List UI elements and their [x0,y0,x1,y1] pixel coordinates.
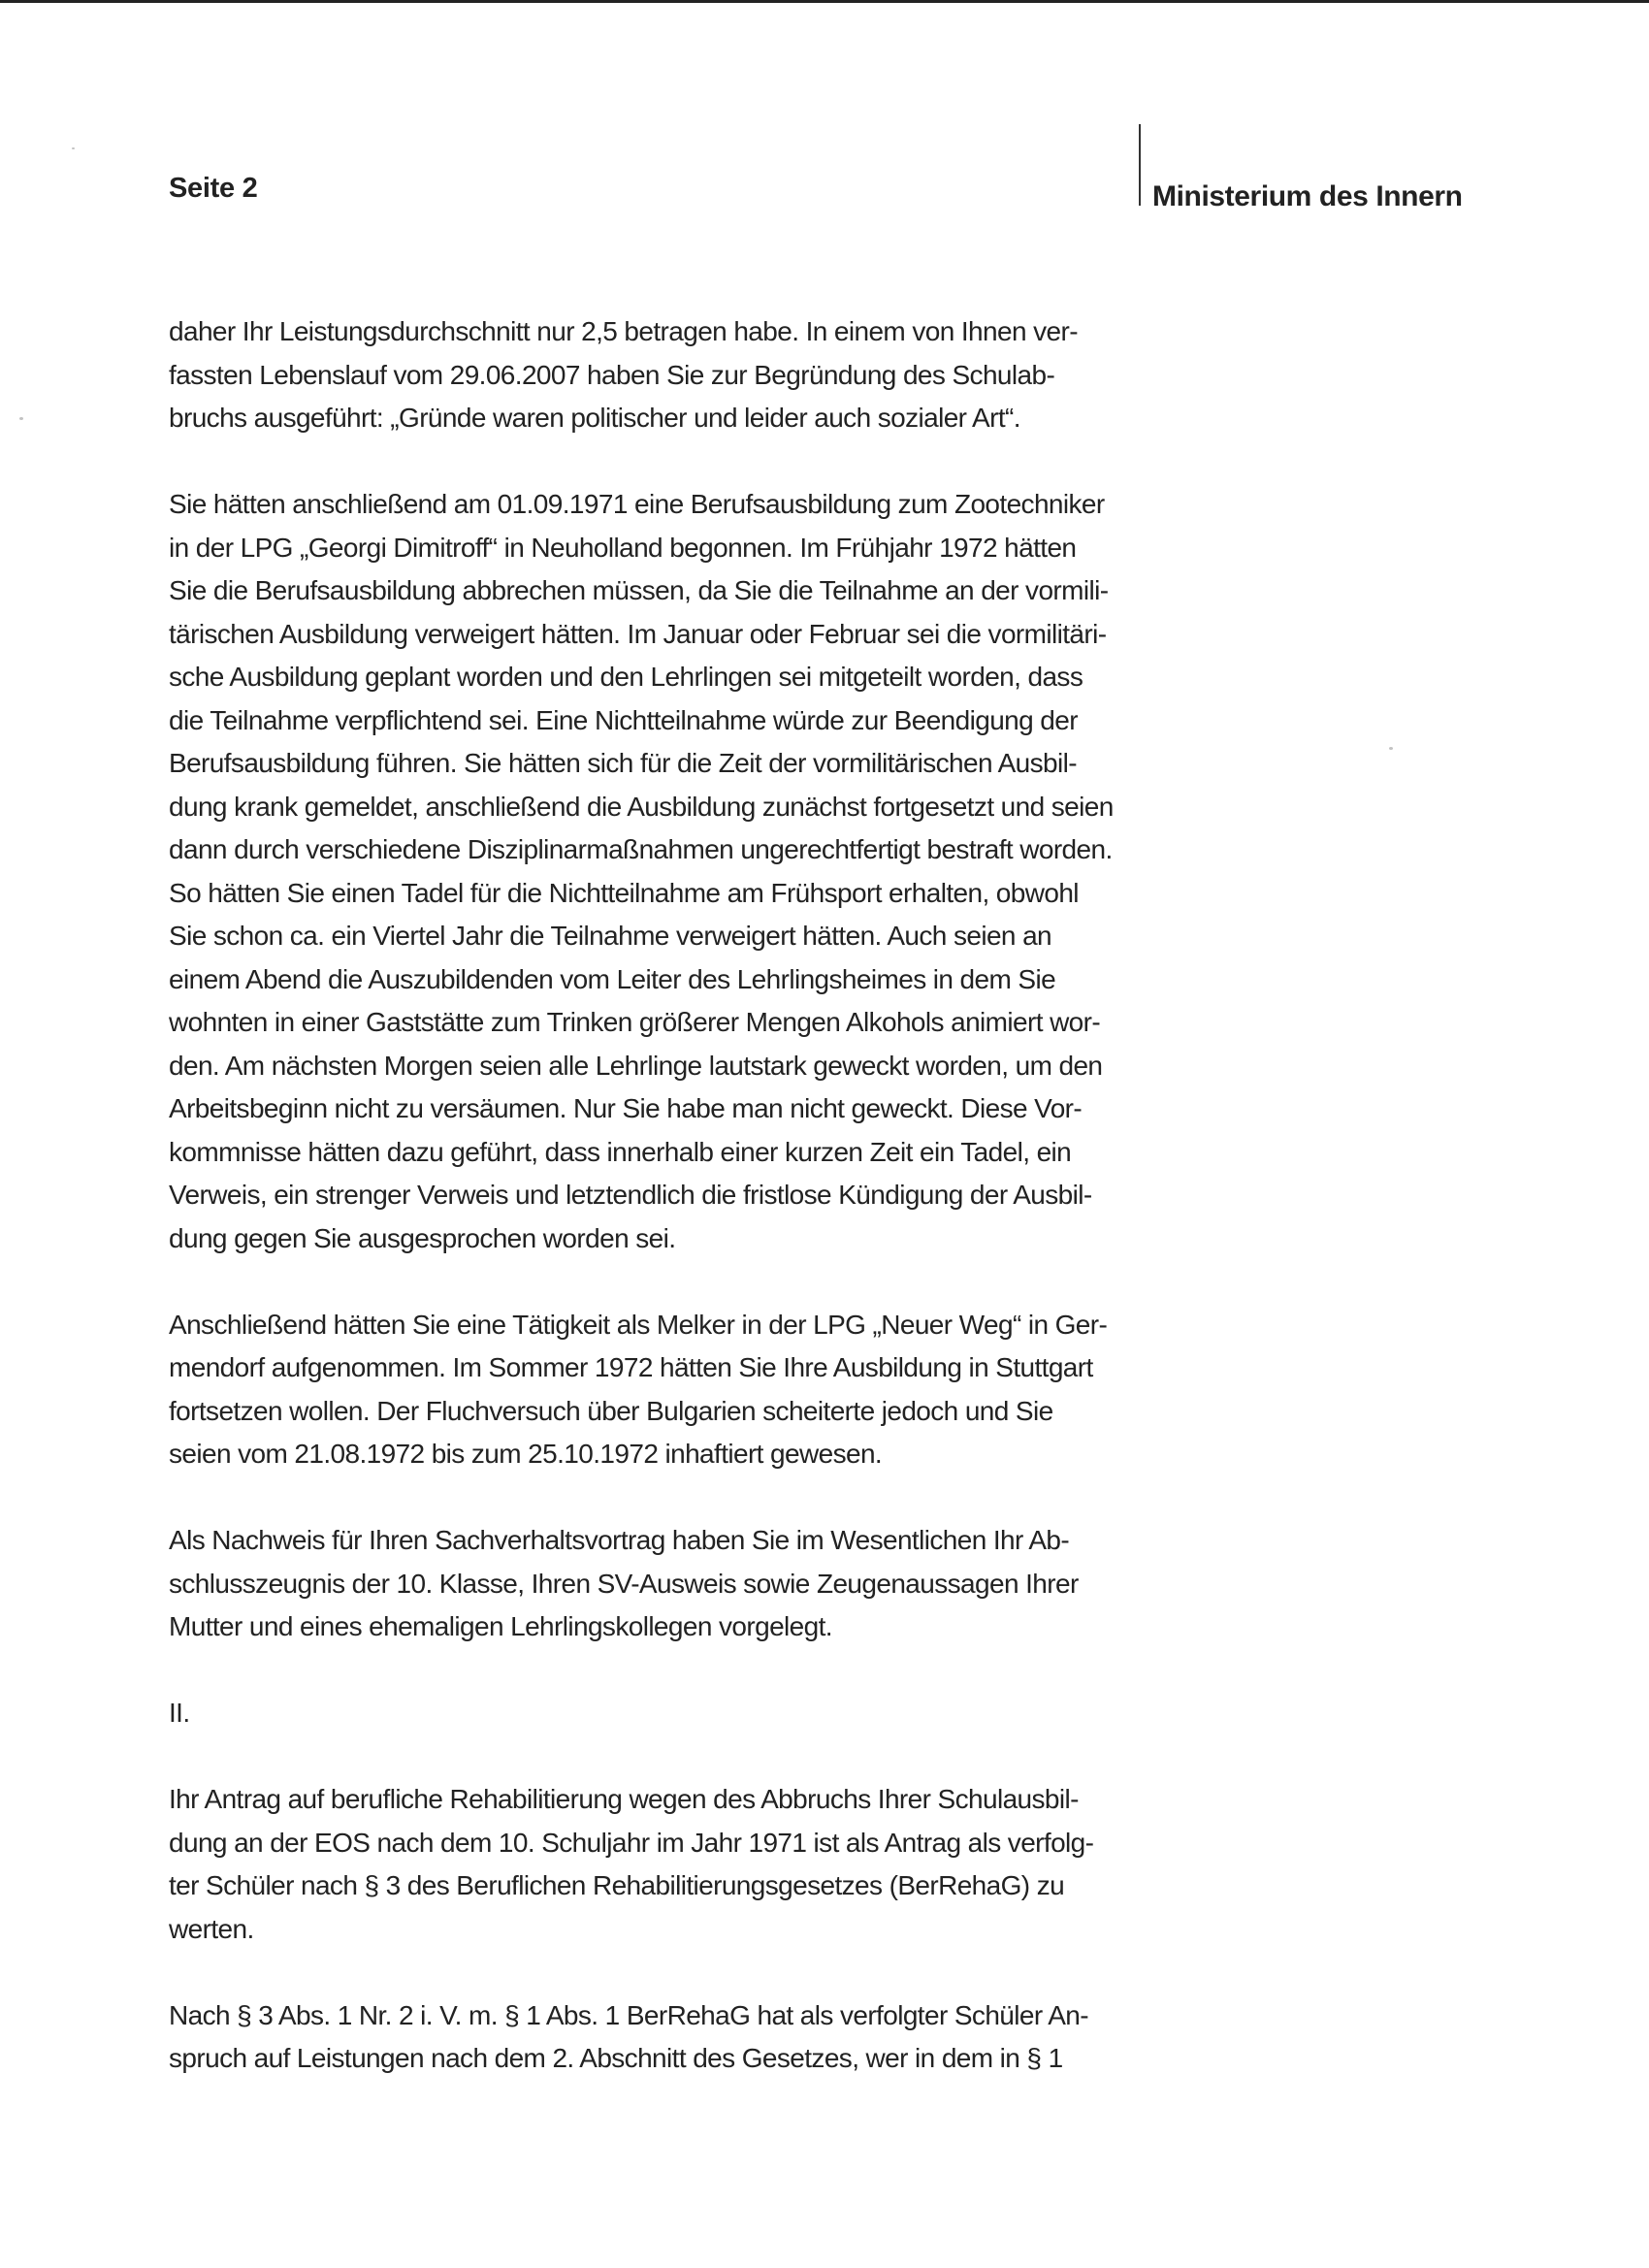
page-number-label: Seite 2 [169,173,258,204]
text-line: So hätten Sie einen Tadel für die Nichtteilnahme am Frühsport erhalten, obwohl [169,877,1079,908]
text-line: dung an der EOS nach dem 10. Schuljahr im Jahr 1971 ist als Antrag als verfolg- [169,1827,1094,1858]
text-line: Berufsausbildung führen. Sie hätten sich für die Zeit der vormilitärischen Ausbil- [169,748,1077,778]
text-line: sche Ausbildung geplant worden und den Lehrlingen sei mitgeteilt worden, dass [169,662,1083,692]
paragraph [169,1519,1139,1649]
text-line: Arbeitsbeginn nicht zu versäumen. Nur Sie habe man nicht geweckt. Diese Vor- [169,1093,1083,1123]
paragraph [169,1304,1139,1476]
text-line: mendorf aufgenommen. Im Sommer 1972 hätten Sie Ihre Ausbildung in Stuttgart [169,1352,1093,1382]
text-line: dann durch verschiedene Disziplinarmaßnahmen ungerechtfertigt bestraft worden. [169,834,1113,864]
text-line: kommnisse hätten dazu geführt, dass innerhalb einer kurzen Zeit ein Tadel, ein [169,1136,1072,1167]
scan-edge [0,0,1649,3]
text-line: Als Nachweis für Ihren Sachverhaltsvortrag haben Sie im Wesentlichen Ihr Ab- [169,1525,1070,1555]
text-line: in der LPG „Georgi Dimitroff“ in Neuholland begonnen. Im Frühjahr 1972 hätten [169,532,1077,563]
scan-speck [72,147,75,149]
scan-speck [1389,747,1393,750]
text-line: Verweis, ein strenger Verweis und letztendlich die fristlose Kündigung der Ausbil- [169,1180,1092,1210]
text-line: fassten Lebenslauf vom 29.06.2007 haben Sie zur Begründung des Schulab- [169,359,1055,390]
text-line: daher Ihr Leistungsdurchschnitt nur 2,5 betragen habe. In einem von Ihnen ver- [169,316,1078,346]
issuing-authority: Ministerium des Innern [1152,180,1463,212]
text-line: die Teilnahme verpflichtend sei. Eine Nichtteilnahme würde zur Beendigung der [169,704,1078,735]
section-number: II. [169,1698,190,1728]
paragraph [169,310,1139,440]
text-line: dung gegen Sie ausgesprochen worden sei. [169,1222,676,1253]
text-line: einem Abend die Auszubildenden vom Leiter des Lehrlingsheimes in dem Sie [169,963,1056,994]
text-line: Ihr Antrag auf berufliche Rehabilitierung wegen des Abbruchs Ihrer Schulausbil- [169,1784,1079,1814]
text-line: werten. [169,1913,254,1944]
text-line: Mutter und eines ehemaligen Lehrlingskollegen vorgelegt. [169,1611,832,1641]
paragraph [169,483,1139,1260]
header-divider [1139,124,1141,206]
text-line: Sie schon ca. ein Viertel Jahr die Teilnahme verweigert hätten. Auch seien an [169,921,1052,951]
scan-speck [19,417,23,420]
text-line: Nach § 3 Abs. 1 Nr. 2 i. V. m. § 1 Abs. 1 BerRehaG hat als verfolgter Schüler An- [169,1999,1088,2030]
text-line: fortsetzen wollen. Der Fluchversuch über Bulgarien scheiterte jedoch und Sie [169,1395,1053,1426]
text-line: spruch auf Leistungen nach dem 2. Abschnitt des Gesetzes, wer in dem in § 1 [169,2043,1063,2073]
text-line: seien vom 21.08.1972 bis zum 25.10.1972 inhaftiert gewesen. [169,1439,883,1469]
text-line: bruchs ausgeführt: „Gründe waren politischer und leider auch sozialer Art“. [169,403,1020,433]
text-line: Anschließend hätten Sie eine Tätigkeit als Melker in der LPG „Neuer Weg“ in Ger- [169,1309,1108,1340]
text-line: Sie die Berufsausbildung abbrechen müssen, da Sie die Teilnahme an der vormili- [169,575,1109,605]
letter-body [169,310,1139,2123]
text-line: schlusszeugnis der 10. Klasse, Ihren SV-Ausweis sowie Zeugenaussagen Ihrer [169,1568,1079,1599]
text-line: wohnten in einer Gaststätte zum Trinken größerer Mengen Alkohols animiert wor- [169,1007,1101,1037]
text-line: tärischen Ausbildung verweigert hätten. Im Januar oder Februar sei die vormilitäri- [169,618,1107,649]
text-line: Sie hätten anschließend am 01.09.1971 eine Berufsausbildung zum Zootechniker [169,489,1105,519]
text-line: ter Schüler nach § 3 des Beruflichen Rehabilitierungsgesetzes (BerRehaG) zu [169,1870,1065,1900]
text-line: dung krank gemeldet, anschließend die Ausbildung zunächst fortgesetzt und seien [169,791,1114,822]
text-line: den. Am nächsten Morgen seien alle Lehrlinge lautstark geweckt worden, um den [169,1050,1103,1081]
paragraph [169,1778,1139,1951]
paragraph [169,1994,1139,2081]
